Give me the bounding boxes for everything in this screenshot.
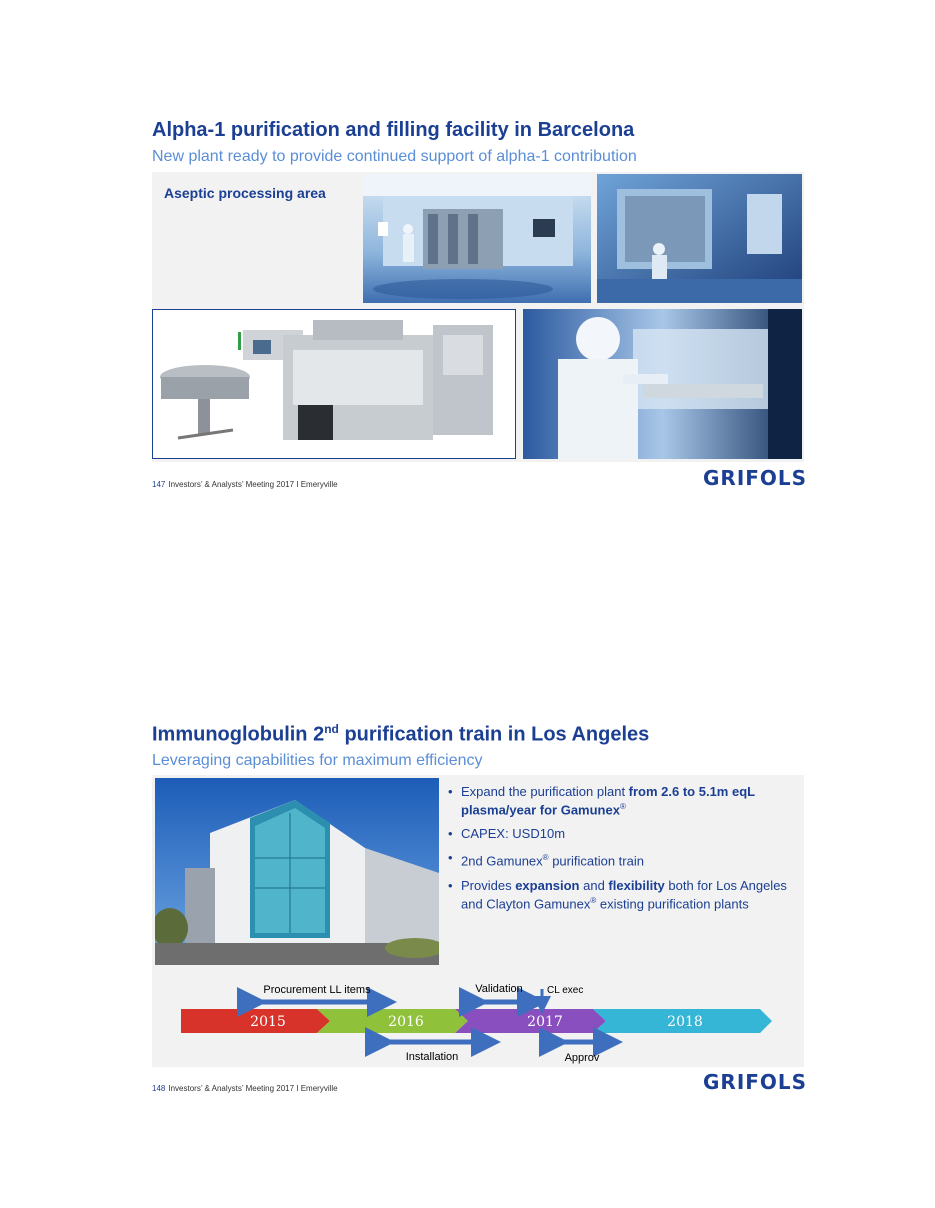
year-2015-label: 2015 xyxy=(250,1014,286,1030)
cl-exec-label: CL exec xyxy=(547,985,584,996)
slide2-page-number: 148 xyxy=(152,1084,166,1093)
reg-mark: ® xyxy=(619,802,626,811)
slide2-subtitle: Leveraging capabilities for maximum efficiency xyxy=(152,752,483,769)
bullet-text: Provides xyxy=(461,877,516,893)
bullet-text: existing purification plants xyxy=(596,895,749,911)
operator-photo xyxy=(523,309,802,459)
timeline xyxy=(152,975,804,1067)
bullet-text: CAPEX: USD10m xyxy=(461,826,566,842)
approv-label: Approv xyxy=(564,1052,600,1064)
procurement-label: Procurement LL items xyxy=(263,984,371,996)
bullet-flexibility xyxy=(448,878,788,911)
grifols-logo: GRIFOLS xyxy=(703,466,808,490)
reg-mark: ® xyxy=(542,853,549,863)
bullet-capex xyxy=(448,826,788,841)
year-2017-label: 2017 xyxy=(527,1014,563,1030)
building-photo xyxy=(155,778,439,965)
timeline-graphic xyxy=(152,975,804,1067)
slide2-footer xyxy=(152,1084,338,1093)
slide1-page-number: 147 xyxy=(152,480,166,489)
validation-label: Validation xyxy=(475,983,523,995)
bullet-text: purification train xyxy=(548,853,644,869)
bullet-text: both for Los Angeles and Clayton Gamunex xyxy=(461,877,787,911)
cleanroom-photo xyxy=(363,174,591,303)
bullet-bold: flexibility xyxy=(608,877,665,893)
slide1-subtitle: New plant ready to provide continued support of alpha-1 contribution xyxy=(152,148,637,165)
bullet-train xyxy=(448,850,788,868)
bullet-bold: expansion xyxy=(515,877,580,893)
bullet-text: and xyxy=(579,877,609,893)
slide2-title-part: Immunoglobulin 2 xyxy=(152,723,325,746)
bullet-capacity xyxy=(448,784,788,817)
slide2-title-part2: purification train in Los Angeles xyxy=(338,723,650,746)
slide2-title xyxy=(152,722,649,747)
slide1-footer xyxy=(152,480,338,489)
bullet-text: 2nd Gamunex xyxy=(461,853,543,869)
slide1-title: Alpha-1 purification and filling facility in Barcelona xyxy=(152,119,635,141)
reg-mark: ® xyxy=(590,895,597,905)
bullet-text: Expand the purification plant xyxy=(461,784,629,799)
slide2-title-sup: nd xyxy=(324,722,339,736)
year-2018-label: 2018 xyxy=(667,1014,703,1030)
bullet-bold: from 2.6 to 5.1m eqL plasma/year for Gamunex xyxy=(461,784,755,818)
autoclave-photo xyxy=(597,174,802,303)
year-2016-label: 2016 xyxy=(388,1014,424,1030)
slide2-footer-text: Investors’ & Analysts’ Meeting 2017 I Emeryville xyxy=(168,1084,338,1093)
aseptic-label: Aseptic processing area xyxy=(164,185,326,201)
installation-label: Installation xyxy=(405,1051,459,1063)
slide1-footer-text: Investors’ & Analysts’ Meeting 2017 I Emeryville xyxy=(168,480,338,489)
grifols-logo-2: GRIFOLS xyxy=(703,1070,808,1094)
filling-machine-photo xyxy=(152,309,516,459)
bullet-list xyxy=(448,784,788,920)
